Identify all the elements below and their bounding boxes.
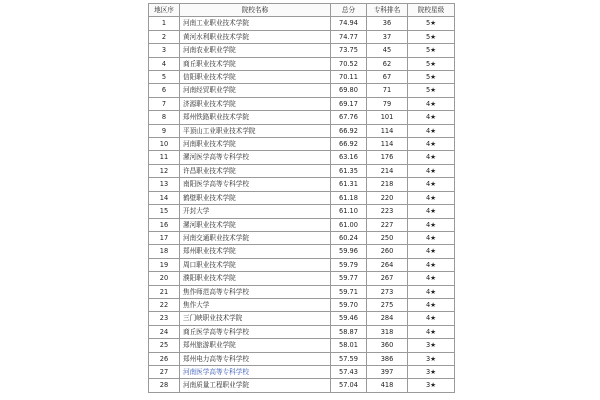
row-rank-cell: 22: [149, 298, 180, 311]
row-rank-position-cell: 45: [367, 44, 408, 57]
table-row: [149, 178, 455, 191]
row-school-name-cell: 三门峡职业技术学院: [180, 312, 331, 325]
row-rank-cell: 7: [149, 97, 180, 110]
row-total-score-cell: 59.70: [331, 298, 367, 311]
row-school-name-cell: 济源职业技术学院: [180, 97, 331, 110]
row-rank-cell: 6: [149, 84, 180, 97]
row-rank-cell: 19: [149, 258, 180, 271]
row-rank-position-cell: 227: [367, 218, 408, 231]
row-rank-cell: 23: [149, 312, 180, 325]
row-rank-cell: 17: [149, 231, 180, 244]
row-school-name-cell: 河南医学高等专科学校: [180, 365, 331, 378]
row-rank-position-cell: 223: [367, 205, 408, 218]
table-row: [149, 285, 455, 298]
row-school-name-cell: 郑州铁路职业技术学院: [180, 111, 331, 124]
row-school-name-cell: 许昌职业技术学院: [180, 164, 331, 177]
row-rank-position-cell: 318: [367, 325, 408, 338]
row-total-score-cell: 73.75: [331, 44, 367, 57]
row-school-name-cell: 河南农业职业学院: [180, 44, 331, 57]
row-total-score-cell: 74.77: [331, 30, 367, 43]
row-total-score-cell: 59.79: [331, 258, 367, 271]
table-row: [149, 71, 455, 84]
table-row: [149, 245, 455, 258]
row-school-name-cell: 周口职业技术学院: [180, 258, 331, 271]
row-school-name-cell: 濮阳职业技术学院: [180, 272, 331, 285]
row-star-level-cell: 5★: [408, 44, 455, 57]
row-rank-cell: 20: [149, 272, 180, 285]
row-star-level-cell: 4★: [408, 97, 455, 110]
row-rank-cell: 9: [149, 124, 180, 137]
table-row: [149, 258, 455, 271]
table-row: [149, 352, 455, 365]
row-total-score-cell: 57.59: [331, 352, 367, 365]
table-row: [149, 164, 455, 177]
header-school-name: 院校名称: [180, 4, 331, 17]
row-total-score-cell: 59.77: [331, 272, 367, 285]
row-total-score-cell: 66.92: [331, 124, 367, 137]
ranking-table: [148, 3, 455, 393]
row-star-level-cell: 3★: [408, 352, 455, 365]
row-rank-position-cell: 397: [367, 365, 408, 378]
row-rank-position-cell: 275: [367, 298, 408, 311]
row-total-score-cell: 74.94: [331, 17, 367, 30]
row-school-name-cell: 焦作大学: [180, 298, 331, 311]
row-star-level-cell: 4★: [408, 151, 455, 164]
row-total-score-cell: 58.01: [331, 339, 367, 352]
row-total-score-cell: 59.96: [331, 245, 367, 258]
row-total-score-cell: 69.17: [331, 97, 367, 110]
row-school-name-cell: 焦作师范高等专科学校: [180, 285, 331, 298]
row-school-name-cell: 漯河医学高等专科学校: [180, 151, 331, 164]
row-rank-cell: 14: [149, 191, 180, 204]
header-rank: 地区序: [149, 4, 180, 17]
row-rank-position-cell: 284: [367, 312, 408, 325]
row-star-level-cell: 5★: [408, 57, 455, 70]
table-row: [149, 325, 455, 338]
row-star-level-cell: 4★: [408, 245, 455, 258]
row-star-level-cell: 4★: [408, 285, 455, 298]
row-rank-position-cell: 220: [367, 191, 408, 204]
row-total-score-cell: 61.35: [331, 164, 367, 177]
row-rank-cell: 3: [149, 44, 180, 57]
row-star-level-cell: 4★: [408, 258, 455, 271]
table-row: [149, 138, 455, 151]
row-school-name-cell: 河南质量工程职业学院: [180, 379, 331, 392]
row-star-level-cell: 4★: [408, 272, 455, 285]
table-body: [149, 17, 455, 392]
table-row: [149, 97, 455, 110]
row-school-name-cell: 漯河职业技术学院: [180, 218, 331, 231]
table-header-row: [149, 4, 455, 17]
row-rank-cell: 21: [149, 285, 180, 298]
table-row: [149, 57, 455, 70]
row-rank-cell: 16: [149, 218, 180, 231]
row-star-level-cell: 3★: [408, 339, 455, 352]
row-rank-cell: 2: [149, 30, 180, 43]
table-row: [149, 205, 455, 218]
row-total-score-cell: 60.24: [331, 231, 367, 244]
row-total-score-cell: 70.11: [331, 71, 367, 84]
table-row: [149, 111, 455, 124]
ranking-table-container: [148, 3, 452, 393]
row-rank-position-cell: 37: [367, 30, 408, 43]
row-rank-position-cell: 101: [367, 111, 408, 124]
row-rank-position-cell: 418: [367, 379, 408, 392]
row-rank-position-cell: 218: [367, 178, 408, 191]
header-total-score: 总分: [331, 4, 367, 17]
row-star-level-cell: 5★: [408, 84, 455, 97]
row-school-name-cell: 郑州旅游职业学院: [180, 339, 331, 352]
row-star-level-cell: 4★: [408, 325, 455, 338]
row-rank-position-cell: 36: [367, 17, 408, 30]
table-row: [149, 339, 455, 352]
row-total-score-cell: 69.80: [331, 84, 367, 97]
row-rank-position-cell: 114: [367, 124, 408, 137]
row-star-level-cell: 4★: [408, 312, 455, 325]
row-total-score-cell: 59.46: [331, 312, 367, 325]
row-total-score-cell: 59.71: [331, 285, 367, 298]
row-rank-position-cell: 267: [367, 272, 408, 285]
row-rank-cell: 11: [149, 151, 180, 164]
table-row: [149, 151, 455, 164]
row-rank-cell: 13: [149, 178, 180, 191]
row-rank-position-cell: 386: [367, 352, 408, 365]
row-rank-position-cell: 273: [367, 285, 408, 298]
row-star-level-cell: 4★: [408, 164, 455, 177]
row-rank-cell: 25: [149, 339, 180, 352]
row-total-score-cell: 57.43: [331, 365, 367, 378]
row-rank-position-cell: 264: [367, 258, 408, 271]
row-school-name-cell: 鹤壁职业技术学院: [180, 191, 331, 204]
row-rank-position-cell: 71: [367, 84, 408, 97]
row-rank-position-cell: 176: [367, 151, 408, 164]
row-star-level-cell: 5★: [408, 30, 455, 43]
row-school-name-cell: 开封大学: [180, 205, 331, 218]
row-rank-position-cell: 79: [367, 97, 408, 110]
row-star-level-cell: 4★: [408, 124, 455, 137]
row-school-name-cell: 信阳职业技术学院: [180, 71, 331, 84]
table-row: [149, 191, 455, 204]
row-school-name-cell: 郑州电力高等专科学校: [180, 352, 331, 365]
row-rank-position-cell: 62: [367, 57, 408, 70]
row-total-score-cell: 61.31: [331, 178, 367, 191]
row-total-score-cell: 63.16: [331, 151, 367, 164]
row-star-level-cell: 4★: [408, 205, 455, 218]
table-row: [149, 44, 455, 57]
row-star-level-cell: 4★: [408, 191, 455, 204]
row-school-name-cell: 南阳医学高等专科学校: [180, 178, 331, 191]
row-rank-cell: 26: [149, 352, 180, 365]
row-total-score-cell: 58.87: [331, 325, 367, 338]
table-row: [149, 312, 455, 325]
row-school-name-cell: 商丘医学高等专科学校: [180, 325, 331, 338]
row-total-score-cell: 66.92: [331, 138, 367, 151]
header-rank-position: 专科排名: [367, 4, 408, 17]
row-school-name-cell: 黄河水利职业技术学院: [180, 30, 331, 43]
row-school-name-cell: 商丘职业技术学院: [180, 57, 331, 70]
row-total-score-cell: 61.18: [331, 191, 367, 204]
row-rank-position-cell: 250: [367, 231, 408, 244]
row-star-level-cell: 4★: [408, 111, 455, 124]
table-row: [149, 84, 455, 97]
row-school-name-cell: 河南经贸职业学院: [180, 84, 331, 97]
row-rank-cell: 28: [149, 379, 180, 392]
row-rank-cell: 1: [149, 17, 180, 30]
row-star-level-cell: 4★: [408, 178, 455, 191]
row-star-level-cell: 4★: [408, 298, 455, 311]
row-star-level-cell: 3★: [408, 365, 455, 378]
table-row: [149, 298, 455, 311]
row-school-name-cell: 河南交通职业技术学院: [180, 231, 331, 244]
row-rank-cell: 27: [149, 365, 180, 378]
row-star-level-cell: 4★: [408, 218, 455, 231]
row-rank-cell: 18: [149, 245, 180, 258]
row-star-level-cell: 4★: [408, 138, 455, 151]
row-school-name-cell: 河南工业职业技术学院: [180, 17, 331, 30]
row-rank-cell: 4: [149, 57, 180, 70]
row-rank-cell: 5: [149, 71, 180, 84]
row-total-score-cell: 67.76: [331, 111, 367, 124]
row-rank-position-cell: 260: [367, 245, 408, 258]
row-rank-position-cell: 360: [367, 339, 408, 352]
row-school-name-cell: 河南职业技术学院: [180, 138, 331, 151]
table-row: [149, 365, 455, 378]
row-rank-cell: 8: [149, 111, 180, 124]
row-total-score-cell: 61.00: [331, 218, 367, 231]
header-star-level: 院校星级: [408, 4, 455, 17]
row-rank-cell: 12: [149, 164, 180, 177]
row-star-level-cell: 3★: [408, 379, 455, 392]
table-row: [149, 379, 455, 392]
table-row: [149, 30, 455, 43]
row-star-level-cell: 5★: [408, 71, 455, 84]
row-school-name-cell: 平顶山工业职业技术学院: [180, 124, 331, 137]
row-star-level-cell: 4★: [408, 231, 455, 244]
row-rank-cell: 24: [149, 325, 180, 338]
table-row: [149, 124, 455, 137]
row-school-name-cell: 郑州职业技术学院: [180, 245, 331, 258]
table-row: [149, 231, 455, 244]
table-row: [149, 272, 455, 285]
row-rank-position-cell: 114: [367, 138, 408, 151]
row-total-score-cell: 57.04: [331, 379, 367, 392]
row-rank-position-cell: 67: [367, 71, 408, 84]
row-star-level-cell: 5★: [408, 17, 455, 30]
row-total-score-cell: 61.10: [331, 205, 367, 218]
row-rank-position-cell: 214: [367, 164, 408, 177]
row-rank-cell: 15: [149, 205, 180, 218]
table-row: [149, 218, 455, 231]
table-row: [149, 17, 455, 30]
row-rank-cell: 10: [149, 138, 180, 151]
row-total-score-cell: 70.52: [331, 57, 367, 70]
